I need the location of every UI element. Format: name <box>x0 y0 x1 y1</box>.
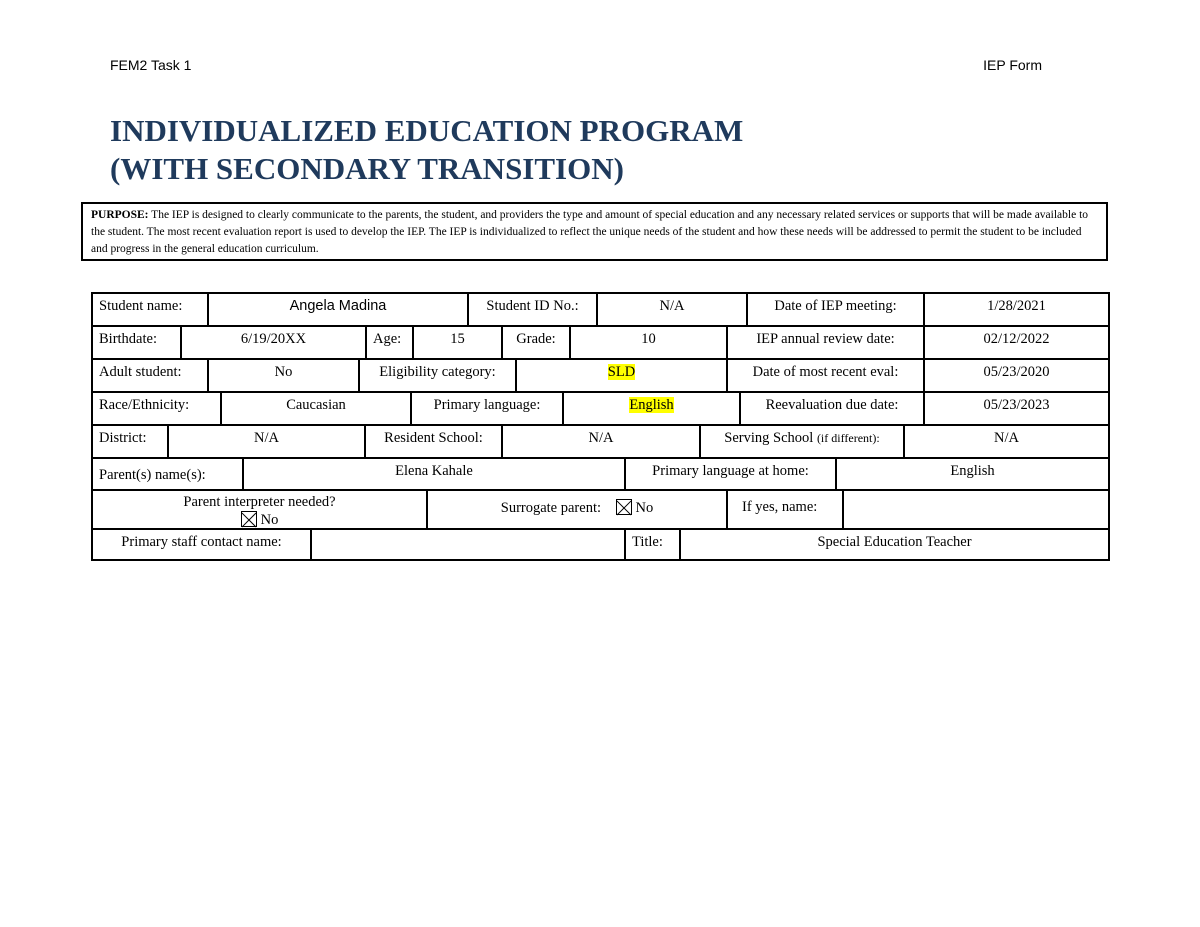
surrogate-label: Surrogate parent: <box>500 500 602 516</box>
eligibility-value: SLD <box>607 364 636 380</box>
surrogate-cell <box>428 491 728 528</box>
recent-eval-field[interactable]: 05/23/2020 <box>925 360 1110 391</box>
interpreter-cell <box>93 491 428 528</box>
serving-school-label <box>701 426 905 457</box>
form-row-race <box>91 391 1110 424</box>
page-title <box>110 112 743 188</box>
title-label: Title: <box>626 530 681 559</box>
grade-label: Grade: <box>503 327 571 358</box>
primary-language-label: Primary language: <box>412 393 564 424</box>
recent-eval-label: Date of most recent eval: <box>728 360 925 391</box>
age-field[interactable]: 15 <box>414 327 503 358</box>
eligibility-field[interactable] <box>517 360 728 391</box>
home-language-label: Primary language at home: <box>626 459 837 489</box>
student-name-field[interactable]: Angela Madina <box>209 294 469 325</box>
district-label: District: <box>93 426 169 457</box>
resident-school-label: Resident School: <box>366 426 503 457</box>
iep-meeting-label: Date of IEP meeting: <box>748 294 925 325</box>
student-id-field[interactable]: N/A <box>598 294 748 325</box>
purpose-label: PURPOSE: <box>91 209 149 221</box>
form-row-eligibility <box>91 358 1110 391</box>
reeval-due-label: Reevaluation due date: <box>741 393 925 424</box>
serving-school-label-text: Serving School <box>724 430 814 446</box>
race-field[interactable]: Caucasian <box>222 393 412 424</box>
form-row-staff <box>91 528 1110 561</box>
form-row-interpreter <box>91 489 1110 528</box>
iep-meeting-field[interactable]: 1/28/2021 <box>925 294 1110 325</box>
interpreter-value: No <box>260 512 279 528</box>
birthdate-field[interactable]: 6/19/20XX <box>182 327 367 358</box>
student-name-label: Student name: <box>93 294 209 325</box>
interpreter-label: Parent interpreter needed? <box>183 494 336 510</box>
staff-contact-label: Primary staff contact name: <box>93 530 312 559</box>
purpose-box <box>81 202 1108 261</box>
home-language-field[interactable]: English <box>837 459 1110 489</box>
annual-review-field[interactable]: 02/12/2022 <box>925 327 1110 358</box>
staff-contact-field[interactable] <box>312 530 626 559</box>
serving-school-note: (if different): <box>816 431 880 445</box>
form-row-student <box>91 292 1110 325</box>
parent-name-field[interactable]: Elena Kahale <box>244 459 626 489</box>
purpose-text: The IEP is designed to clearly communicate to the parents, the student, and providers the type and amount of special education and any necessary related services or supports that will be made available to the student. The most recent evaluation report is used to develop the IEP. The IEP is individualized to reflect the unique needs of the student and how these needs will be addressed to permit the student to be included and progress in the general education curriculum. <box>91 209 1089 255</box>
surrogate-value: No <box>635 500 654 516</box>
surrogate-checkbox[interactable] <box>616 499 632 515</box>
eligibility-label: Eligibility category: <box>360 360 517 391</box>
race-label: Race/Ethnicity: <box>93 393 222 424</box>
age-label: Age: <box>367 327 414 358</box>
form-row-parent <box>91 457 1110 489</box>
annual-review-label: IEP annual review date: <box>728 327 925 358</box>
district-field[interactable]: N/A <box>169 426 366 457</box>
if-yes-field[interactable] <box>844 491 1110 528</box>
title-line-2: (WITH SECONDARY TRANSITION) <box>110 151 624 186</box>
student-id-label: Student ID No.: <box>469 294 598 325</box>
staff-title-field[interactable]: Special Education Teacher <box>681 530 1110 559</box>
iep-form-table <box>91 292 1110 561</box>
resident-school-field[interactable]: N/A <box>503 426 701 457</box>
serving-school-field[interactable]: N/A <box>905 426 1110 457</box>
form-row-birthdate <box>91 325 1110 358</box>
reeval-due-field[interactable]: 05/23/2023 <box>925 393 1110 424</box>
header-left: FEM2 Task 1 <box>110 57 192 73</box>
interpreter-checkbox[interactable] <box>241 511 257 527</box>
primary-language-value: English <box>629 397 674 413</box>
form-row-district <box>91 424 1110 457</box>
parent-name-label: Parent(s) name(s): <box>93 459 244 489</box>
header-right: IEP Form <box>983 57 1042 73</box>
adult-student-field[interactable]: No <box>209 360 360 391</box>
if-yes-label: If yes, name: <box>728 491 844 528</box>
primary-language-field[interactable] <box>564 393 741 424</box>
title-line-1: INDIVIDUALIZED EDUCATION PROGRAM <box>110 113 744 148</box>
birthdate-label: Birthdate: <box>93 327 182 358</box>
adult-student-label: Adult student: <box>93 360 209 391</box>
grade-field[interactable]: 10 <box>571 327 728 358</box>
